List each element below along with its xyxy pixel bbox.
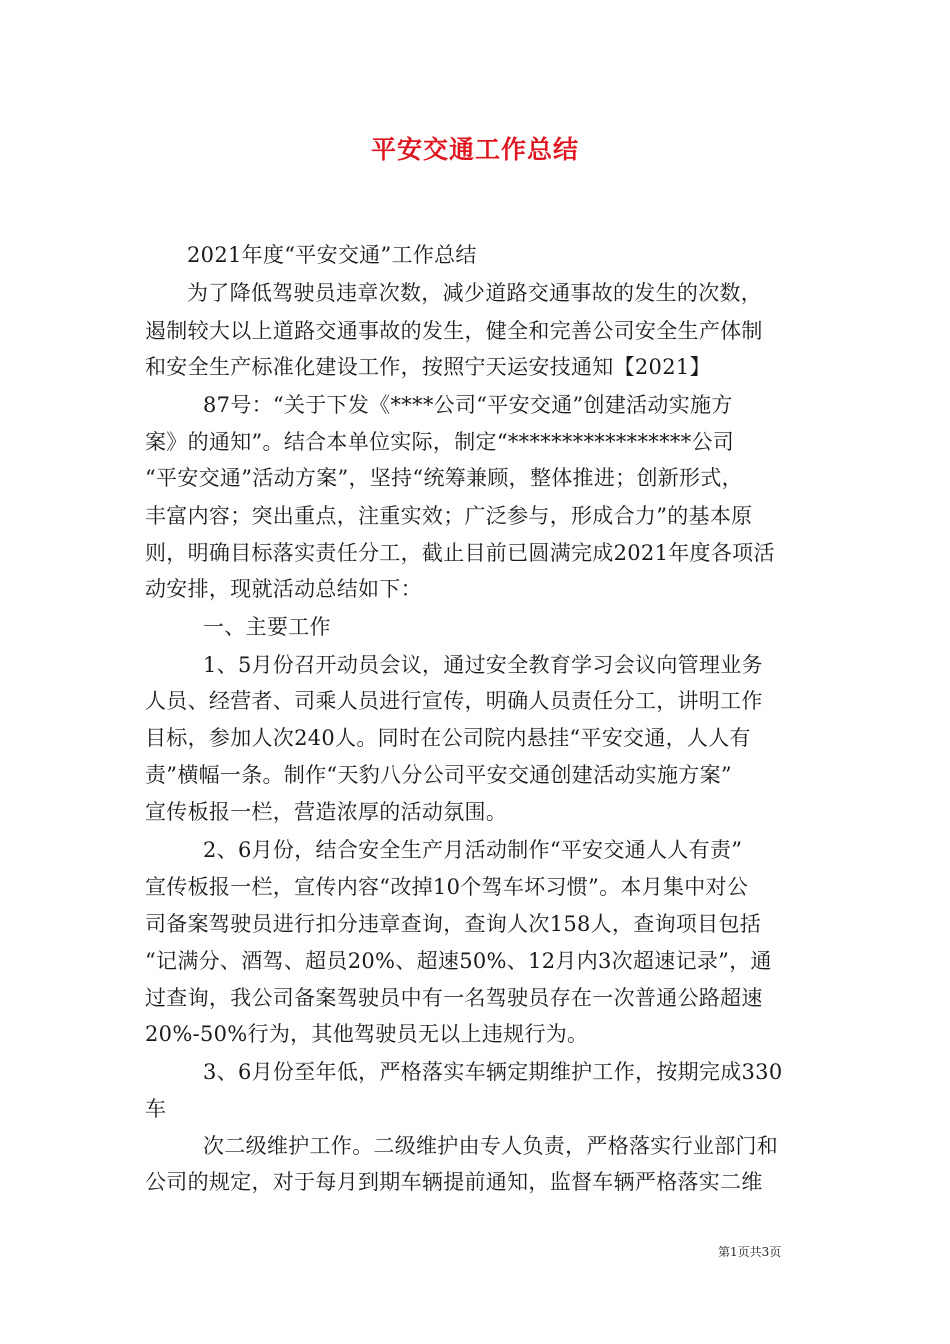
paragraph-line: 20%-50%行为，其他驾驶员无以上违规行为。: [145, 1022, 589, 1046]
paragraph-line: “记满分、酒驾、超员20%、超速50%、12月内3次超速记录”，通: [145, 949, 772, 973]
paragraph-line: 和安全生产标准化建设工作，按照宁天运安技通知【2021】: [145, 355, 711, 379]
paragraph-line: 丰富内容；突出重点，注重实效；广泛参与，形成合力”的基本原: [145, 504, 753, 528]
paragraph-line: 为了降低驾驶员违章次数，减少道路交通事故的发生的次数，: [187, 281, 763, 305]
page-number: 第1页共3页: [718, 1245, 782, 1259]
paragraph-line: 遏制较大以上道路交通事故的发生，健全和完善公司安全生产体制: [145, 319, 763, 343]
paragraph-line: “平安交通”活动方案”，坚持“统筹兼顾，整体推进；创新形式，: [145, 466, 743, 490]
subtitle-line: 2021年度“平安交通”工作总结: [187, 243, 477, 267]
paragraph-line: 次二级维护工作。二级维护由专人负责，严格落实行业部门和: [203, 1134, 779, 1158]
paragraph-line: 车: [145, 1097, 167, 1121]
paragraph-line: 动安排，现就活动总结如下：: [145, 577, 422, 601]
section-heading: 一、主要工作: [203, 615, 331, 639]
paragraph-line: 司备案驾驶员进行扣分违章查询，查询人次158人，查询项目包括: [145, 912, 762, 936]
paragraph-line: 人员、经营者、司乘人员进行宣传，明确人员责任分工，讲明工作: [145, 689, 763, 713]
paragraph-line: 2、6月份，结合安全生产月活动制作“平安交通人人有责”: [203, 838, 743, 862]
paragraph-line: 1、5月份召开动员会议，通过安全教育学习会议向管理业务: [203, 653, 763, 677]
paragraph-line: 过查询，我公司备案驾驶员中有一名驾驶员存在一次普通公路超速: [145, 986, 763, 1010]
paragraph-line: 案》的通知”。结合本单位实际，制定“*****************公司: [145, 430, 735, 454]
paragraph-line: 公司的规定，对于每月到期车辆提前通知，监督车辆严格落实二维: [145, 1170, 763, 1194]
paragraph-line: 责”横幅一条。制作“天豹八分公司平安交通创建活动实施方案”: [145, 763, 732, 787]
paragraph-line: 宣传板报一栏，营造浓厚的活动氛围。: [145, 800, 508, 824]
paragraph-line: 目标，参加人次240人。同时在公司院内悬挂“平安交通，人人有: [145, 726, 751, 750]
paragraph-line: 则，明确目标落实责任分工，截止目前已圆满完成2021年度各项活: [145, 541, 775, 565]
paragraph-line: 3、6月份至年低，严格落实车辆定期维护工作，按期完成330: [203, 1060, 783, 1084]
paragraph-line: 宣传板报一栏，宣传内容“改掉10个驾车坏习惯”。本月集中对公: [145, 875, 749, 899]
paragraph-line: 87号：“关于下发《****公司“平安交通”创建活动实施方: [203, 393, 733, 417]
document-title: 平安交通工作总结: [370, 135, 579, 164]
